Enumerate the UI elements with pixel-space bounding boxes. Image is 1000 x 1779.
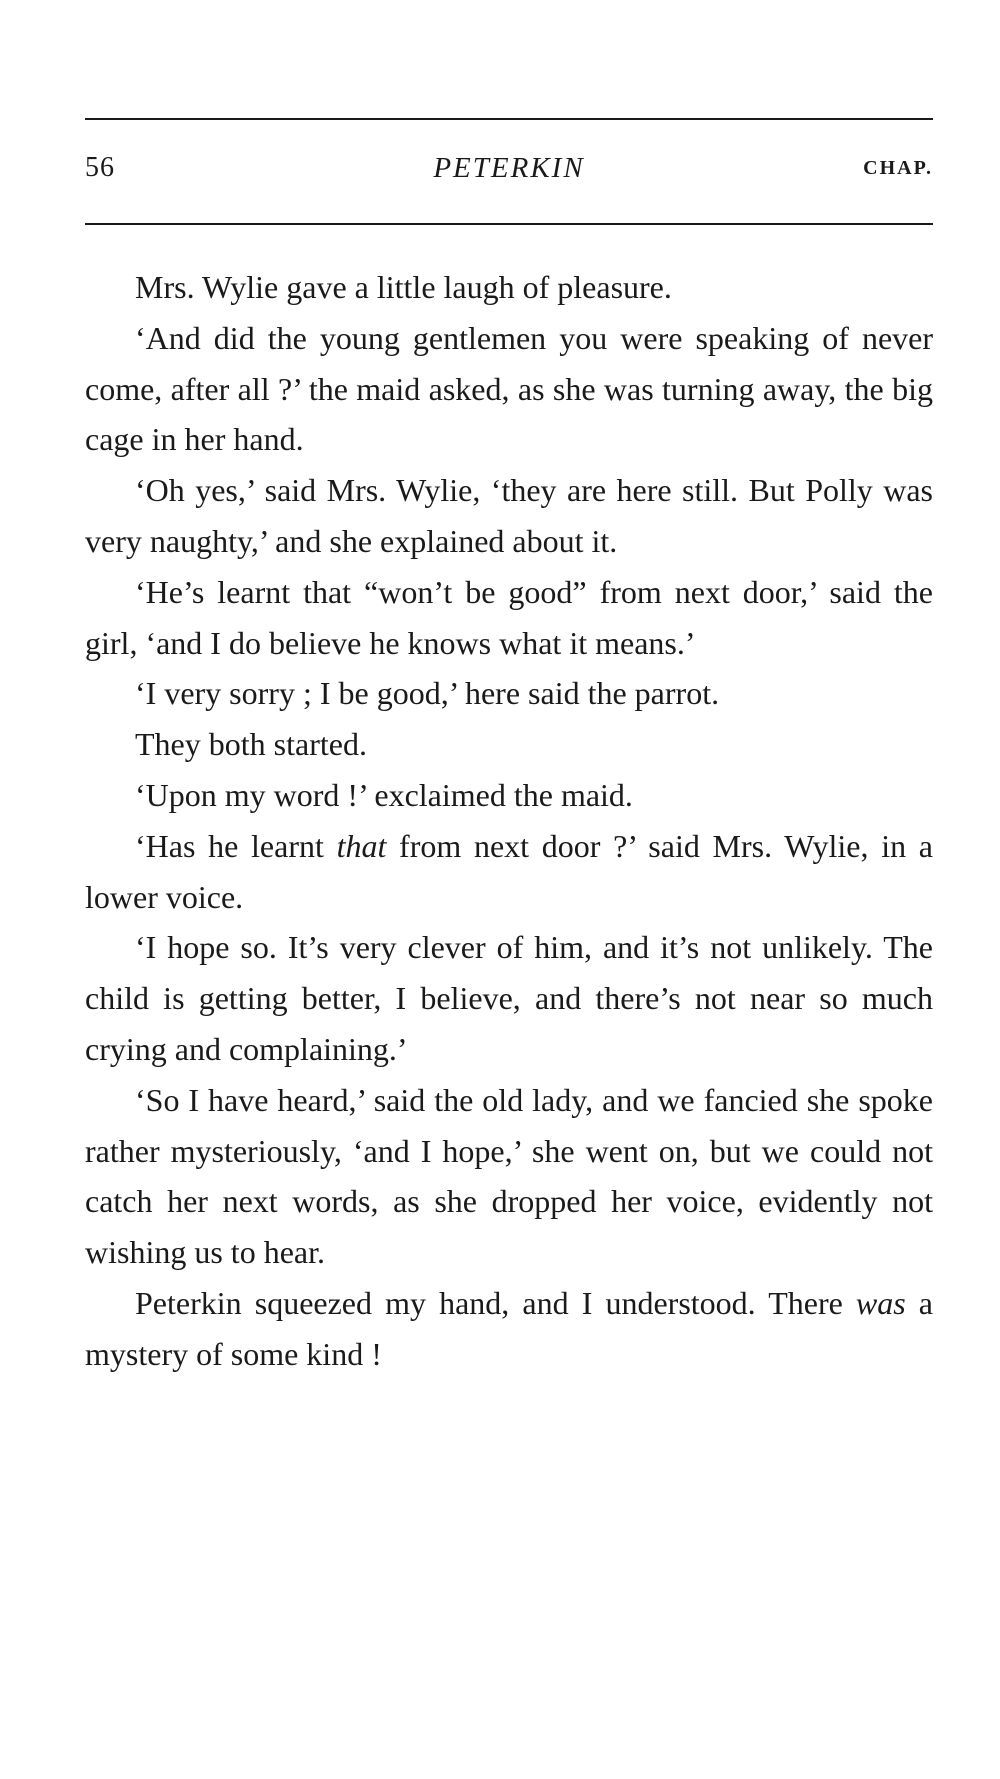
header-rule-bottom [85, 223, 933, 225]
paragraph-text: ‘And did the young gentlemen you were speaking of never come, after all ?’ the maid asked, as she was turning away, the big cage in her hand. [85, 319, 933, 458]
paragraph-text: a mystery of some kind ! [85, 1284, 934, 1372]
paragraph-text: ‘He’s learnt that “won’t be good” from next door,’ said the girl, ‘and I do believe he knows what it means.’ [85, 573, 933, 661]
book-page [85, 0, 933, 1779]
paragraph [85, 313, 933, 465]
italic-text: that [336, 827, 387, 864]
paragraph [85, 922, 933, 1074]
paragraph-text: ‘So I have heard,’ said the old lady, and we fancied she spoke rather mysteriously, ‘and I hope,’ she went on, but we could not catch her next words, as she dropped her voice, evidently not wishing us to hear. [85, 1081, 933, 1271]
paragraph [85, 1075, 933, 1278]
paragraph [85, 262, 933, 313]
running-head [85, 152, 933, 192]
paragraph-text: Peterkin squeezed my hand, and I understood. There [135, 1284, 856, 1321]
paragraph-text: ‘Oh yes,’ said Mrs. Wylie, ‘they are here still. But Polly was very naughty,’ and she explained about it. [85, 472, 933, 559]
paragraph-text: They both started. [135, 726, 367, 763]
header-rule-top [85, 118, 933, 120]
paragraph [85, 719, 933, 770]
page-number: 56 [85, 152, 115, 183]
book-title: PETERKIN [433, 152, 585, 184]
paragraph [85, 465, 933, 567]
paragraph-text: ‘I very sorry ; I be good,’ here said the parrot. [135, 675, 720, 712]
paragraph-text: Mrs. Wylie gave a little laugh of pleasure. [135, 269, 672, 305]
paragraph [85, 1278, 933, 1380]
paragraph [85, 821, 933, 923]
italic-text: was [855, 1284, 906, 1321]
body-text [85, 262, 933, 1380]
paragraph-text: ‘Upon my word !’ exclaimed the maid. [135, 776, 633, 813]
paragraph-text: from next door ?’ said Mrs. Wylie, in a lower voice. [85, 827, 934, 915]
paragraph-text: ‘Has he learnt [135, 827, 337, 864]
chapter-label: CHAP. [863, 157, 933, 179]
paragraph-text: ‘I hope so. It’s very clever of him, and it’s not unlikely. The child is getting better, I believe, and there’s not near so much crying and complaining.’ [85, 929, 933, 1067]
paragraph [85, 668, 933, 719]
paragraph [85, 770, 933, 821]
paragraph [85, 567, 933, 669]
